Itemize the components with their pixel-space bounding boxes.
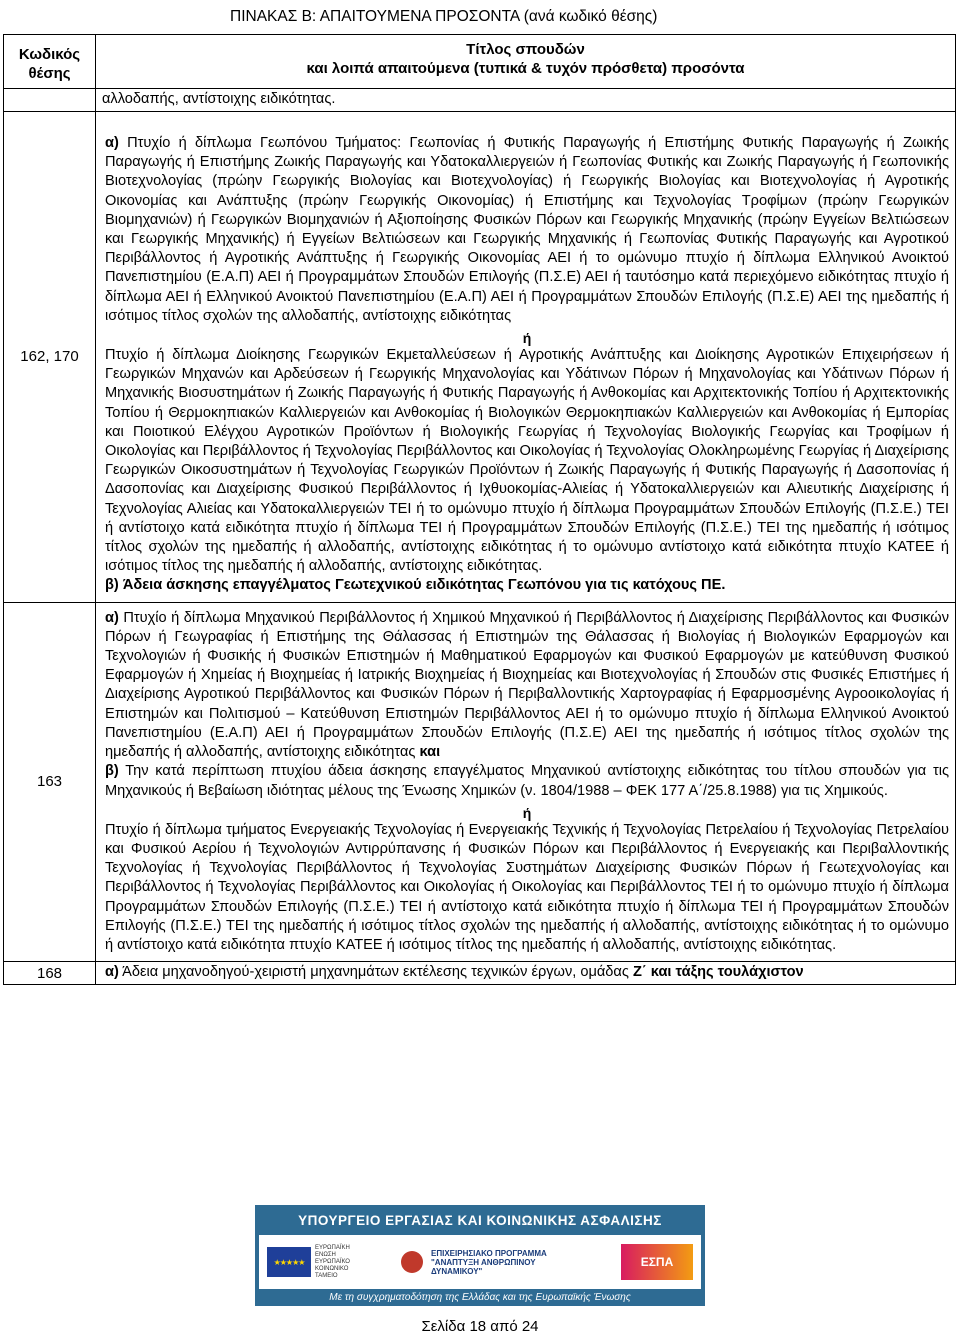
eu-caption: ΕΥΡΩΠΑΪΚΗ ΕΝΩΣΗ ΕΥΡΩΠΑΪΚΟ ΚΟΙΝΩΝΙΚΟ ΤΑΜΕΙΟ <box>315 1244 350 1279</box>
qual-a-text: Πτυχίο ή δίπλωμα Μηχανικού Περιβάλλοντος ή Χημικού Μηχανικού ή Περιβάλλοντος ή Διαχείρισης Περιβάλλοντος και Φυσικών Πόρων ή Γεωγραφίας ή Επιστήμης της Θάλασσας ή Επιστημών της Θάλασσας ή Βιολογίας ή Βιολογικών Εφαρμογών και Τεχνολογιών ή Φυσικής ή Φυσικών Επιστημών ή Μαθηματικού Εφαρμογών και Φυσικού Εφαρμογών με κατεύθυνση Φυσικού Εφαρμογών ή Χημείας ή Βιοχημείας ή Ιατρικής Βιοχημείας ή Βιοχημείας και Βιοτεχνολογίας ή Σπουδών στις Φυσικές Επιστήμες ή Διαχείρισης Αγροτικού Περιβάλλοντος και Φυσικών Πόρων ή Περιβαλλοντικής Χαρτογραφίας ή Εφαρμοσμένης Αγροοικολογίας ή Επιστημών και Πολιτισμού – Κατεύθυνση Επιστημών Περιβάλλοντος ΑΕΙ ή το ομώνυμο πτυχίο ή δίπλωμα Ελληνικού Ανοικτού Πανεπιστημίου (Ε.Α.Π) ΑΕΙ ή Προγραμμάτων Σπουδών Επιλογής (Π.Σ.Ε) ΑΕΙ της ημεδαπής ή ισότιμος τίτλος σχολών της ημεδαπής ή αλλοδαπής, αντίστοιχης ειδικότητας <box>105 609 949 761</box>
qual-b-label: β) <box>105 763 119 780</box>
funding-banner <box>255 1205 705 1306</box>
qual-a-label: α) <box>105 964 119 981</box>
eu-logo <box>267 1245 361 1280</box>
row-code-text: 163 <box>36 773 63 791</box>
table-row <box>4 112 956 603</box>
header-title-line2: και λοιπά απαιτούμενα (τυπικά & τυχόν πρόσθετα) προσόντα <box>306 60 745 77</box>
op-line1: ΕΠΙΧΕΙΡΗΣΙΑΚΟ ΠΡΟΓΡΑΜΜΑ <box>431 1248 547 1258</box>
qual-alt-text: Πτυχίο ή δίπλωμα τμήματος Ενεργειακής Τεχνολογίας ή Ενεργειακής Τεχνικής ή Τεχνολογίας Πετρελαίου ή Τεχνολογίας Πετρελαίου και Φυσικού Αερίου ή Τεχνολογιών Αντιρρύπανσης ή Φυσικών Πόρων και Περιβάλλοντος ή Ενεργειακής και Περιβαλλοντικής Τεχνολογίας ή Τεχνολογίας Περιβάλλοντος ή Τεχνολογίας Συστημάτων Διαχείρισης Φυσικών Πόρων ή Γεωτεχνολογίας και Περιβάλλοντος ή Τεχνολογίας Περιβάλλοντος και Οικολογίας ή Οικολογίας και Περιβάλλοντος ΤΕΙ ή το ομώνυμο πτυχίο ή δίπλωμα Προγραμμάτων Σπουδών Επιλογής (Π.Σ.Ε.) ΤΕΙ ή αντίστοιχο κατά ειδικότητα πτυχίο ή δίπλωμα ΤΕΙ ή Προγραμμάτων Σπουδών Επιλογής (Π.Σ.Ε.) ΤΕΙ της ημεδαπής ή ισότιμος τίτλος σχολών της ημεδαπής ή αλλοδαπής, αντίστοιχης ειδικότητας ή το ομώνυμο ή αντίστοιχο κατά ειδικότητα πτυχίο ΚΑΤΕΕ ή ισότιμος τίτλος της ημεδαπής ή αλλοδαπής, αντίστοιχης ειδικότητας. <box>105 821 949 953</box>
continuation-code <box>4 89 96 112</box>
qual-a-suffix: και <box>419 744 441 761</box>
table-row <box>4 962 956 985</box>
page-number: Σελίδα 18 από 24 <box>421 1318 539 1335</box>
qual-b <box>105 762 949 800</box>
header-code <box>4 35 96 89</box>
header-title-line1: Τίτλος σπουδών <box>466 41 585 58</box>
cofunding-text: Με τη συγχρηματοδότηση της Ελλάδας και της Ευρωπαϊκής Ένωσης <box>329 1292 631 1303</box>
op-caption <box>431 1249 581 1276</box>
page-title: ΠΙΝΑΚΑΣ Β: ΑΠΑΙΤΟΥΜΕΝΑ ΠΡΟΣΟΝΤΑ (ανά κωδικό θέσης) <box>230 8 658 25</box>
row-code-text: 168 <box>36 964 63 982</box>
row-description <box>96 112 956 603</box>
espa-logo: ΕΣΠΑ <box>621 1244 693 1280</box>
qualifications-table <box>3 34 956 985</box>
qual-a <box>105 134 949 326</box>
qual-b-text: Άδεια άσκησης επαγγέλματος Γεωτεχνικού ειδικότητας Γεωπόνου για τις κατόχους ΠΕ. <box>122 577 726 594</box>
qual-b-label: β) <box>105 577 119 594</box>
logo-strip <box>259 1235 701 1289</box>
op-line2: "ΑΝΑΠΤΥΞΗ ΑΝΘΡΩΠΙΝΟΥ ΔΥΝΑΜΙΚΟΥ" <box>431 1257 536 1276</box>
row-code <box>4 112 96 603</box>
or-separator: ή <box>522 804 532 821</box>
op-mark-icon <box>401 1251 423 1273</box>
ministry-name: ΥΠΟΥΡΓΕΙΟ ΕΡΓΑΣΙΑΣ ΚΑΙ ΚΟΙΝΩΝΙΚΗΣ ΑΣΦΑΛΙΣΗΣ <box>298 1212 662 1228</box>
table-row <box>4 602 956 961</box>
eu-flag-icon: ★★★★★ <box>267 1247 311 1277</box>
continuation-text: αλλοδαπής, αντίστοιχης ειδικότητας. <box>102 91 336 107</box>
qual-a-text: Άδεια μηχανοδηγού-χειριστή μηχανημάτων εκτέλεσης τεχνικών έργων, ομάδας <box>122 964 629 981</box>
row-code-text: 162, 170 <box>20 348 79 366</box>
qual-a-text: Πτυχίο ή δίπλωμα Γεωπόνου Τμήματος: Γεωπονίας ή Φυτικής Παραγωγής ή Επιστήμης Φυτικής Παραγωγής ή Ζωικής Παραγωγής ή Επιστήμης Ζωικής Παραγωγής και Υδατοκαλλιεργειών ή Γεωπονίας Φυτικής και Ζωικής Παραγωγής ή Γεωπονικής Βιοτεχνολογίας (πρώην Γεωργικής Βιολογίας και Βιοτεχνολογίας) ή Γεωργικής Βιολογίας και Βιοτεχνολογίας ή Αγροτικής Οικονομίας και Ανάπτυξης (πρώην Γεωργικής Οικονομίας) ή Επιστήμης και Τεχνολογίας Τροφίμων (πρώην Γεωργικών Βιομηχανιών) ή Γεωργικών Βιομηχανιών ή Αξιοποίησης Φυσικών Πόρων και Γεωργικής Μηχανικής (πρώην Εγγείων Βελτιώσεων και Γεωργικής Μηχανικής) ή Εγγείων Βελτιώσεων και Γεωργικής Μηχανικής ή Γεωπονίας Φυτικής Παραγωγής και Αγροτικού Περιβάλλοντος ή Αγροτικής Ανάπτυξης ή Γεωργικής Οικονομίας ΑΕΙ ή το ομώνυμο πτυχίο ή δίπλωμα Ελληνικού Ανοικτού Πανεπιστημίου (Ε.Α.Π) ΑΕΙ ή Προγραμμάτων Σπουδών Επιλογής (Π.Σ.Ε) ΑΕΙ ή ταυτόσημο κατά περιεχόμενο ειδικότητας πτυχίο ή δίπλωμα ΑΕΙ ή Ελληνικού Ανοικτού Πανεπιστημίου (Ε.Α.Π) ΑΕΙ ή Προγραμμάτων Σπουδών Επιλογής (Π.Σ.Ε) ΑΕΙ της ημεδαπής ή ισότιμος τίτλος σχολών της αλλοδαπής, αντίστοιχης ειδικότητας <box>105 135 949 324</box>
row-description <box>96 602 956 961</box>
qual-alt-text: Πτυχίο ή δίπλωμα Διοίκησης Γεωργικών Εκμεταλλεύσεων ή Αγροτικής Ανάπτυξης και Διοίκησης Αγροτικών Επιχειρήσεων ή Γεωργικών Μηχανών και Αρδεύσεων ή Γεωργικής Μηχανολογίας και Υδάτινων Πόρων ή Μηχανολογίας και Υδάτινων Πόρων ή Μηχανικής Βιοσυστημάτων ή Ζωικής Παραγωγής ή Φυτικής Παραγωγής ή Ανθοκομίας και Αρχιτεκτονικής Τοπίου ή Αρχιτεκτονικής Τοπίου ή Θερμοκηπιακών Καλλιεργειών και Ανθοκομίας ή Βιολογικών Θερμοκηπιακών Καλλιεργειών και Ανθοκομίας ή Εμπορίας και Ποιοτικού Ελέγχου Αγροτικών Προϊόντων ή Βιολογικής Γεωργίας ή Τεχνολογίας Βιολογικής Γεωργίας και Τροφίμων ή Οικολογίας και Περιβάλλοντος ή Τεχνολογίας Περιβάλλοντος και Οικολογίας ή Τεχνολογίας Ολοκληρωμένης Γεωργίας ή Διαχείρισης Γεωργικών Οικοσυστημάτων ή Τεχνολογίας Γεωργικών Προϊόντων ή Ζωικής Παραγωγής ή Φυτικής Παραγωγής ή Δασοπονίας ή Δασοπονίας και Διαχείρισης Φυσικού Περιβάλλοντος ή Ιχθυοκομίας-Αλιείας ή Υδατοκαλλιεργειών και Αλιευτικής Διαχείρισης ή Τεχνολογίας Αλιείας και Υδατοκαλλιεργειών ΤΕΙ ή το ομώνυμο πτυχίο ή δίπλωμα Προγραμμάτων Σπουδών Επιλογής (Π.Σ.Ε.) ΤΕΙ ή αντίστοιχο κατά ειδικότητα πτυχίο ή δίπλωμα ΤΕΙ ή Προγραμμάτων Σπουδών Επιλογής (Π.Σ.Ε.) ΤΕΙ της ημεδαπής ή ισότιμος τίτλος σχολών της ημεδαπής ή αλλοδαπής, αντίστοιχης ειδικότητας ή το ομώνυμο αντίστοιχο κατά ειδικότητα πτυχίο ΚΑΤΕΕ ή ισότιμος τίτλος της ημεδαπής ή αλλοδαπής, αντίστοιχης ειδικότητας. <box>105 347 949 575</box>
qual-a-label: α) <box>105 609 119 626</box>
or-separator: ή <box>522 330 532 347</box>
table-header-row <box>4 35 956 89</box>
header-title <box>96 35 956 89</box>
continuation-cell <box>96 89 956 112</box>
qual-a <box>105 609 949 763</box>
qual-b-text: Την κατά περίπτωση πτυχίου άδεια άσκησης επαγγέλματος Μηχανικού αντίστοιχης ειδικότητας του τίτλου σπουδών για τις Μηχανικούς ή Βεβαίωση ιδιότητας μέλους της Ένωσης Χημικών (ν. 1804/1988 – ΦΕΚ 177 Α΄/25.8.1988) για τις Χημικούς. <box>105 763 949 799</box>
row-description <box>96 962 956 985</box>
row-code <box>4 602 96 961</box>
header-code-label: Κωδικός θέσης <box>18 46 81 82</box>
qual-b <box>105 576 949 595</box>
continuation-row <box>4 89 956 112</box>
row-code <box>4 962 96 985</box>
qual-a <box>105 963 949 982</box>
qual-a-label: α) <box>105 135 119 151</box>
op-logo <box>401 1249 581 1276</box>
qual-a-bold: Ζ΄ και τάξης τουλάχιστον <box>632 964 804 981</box>
